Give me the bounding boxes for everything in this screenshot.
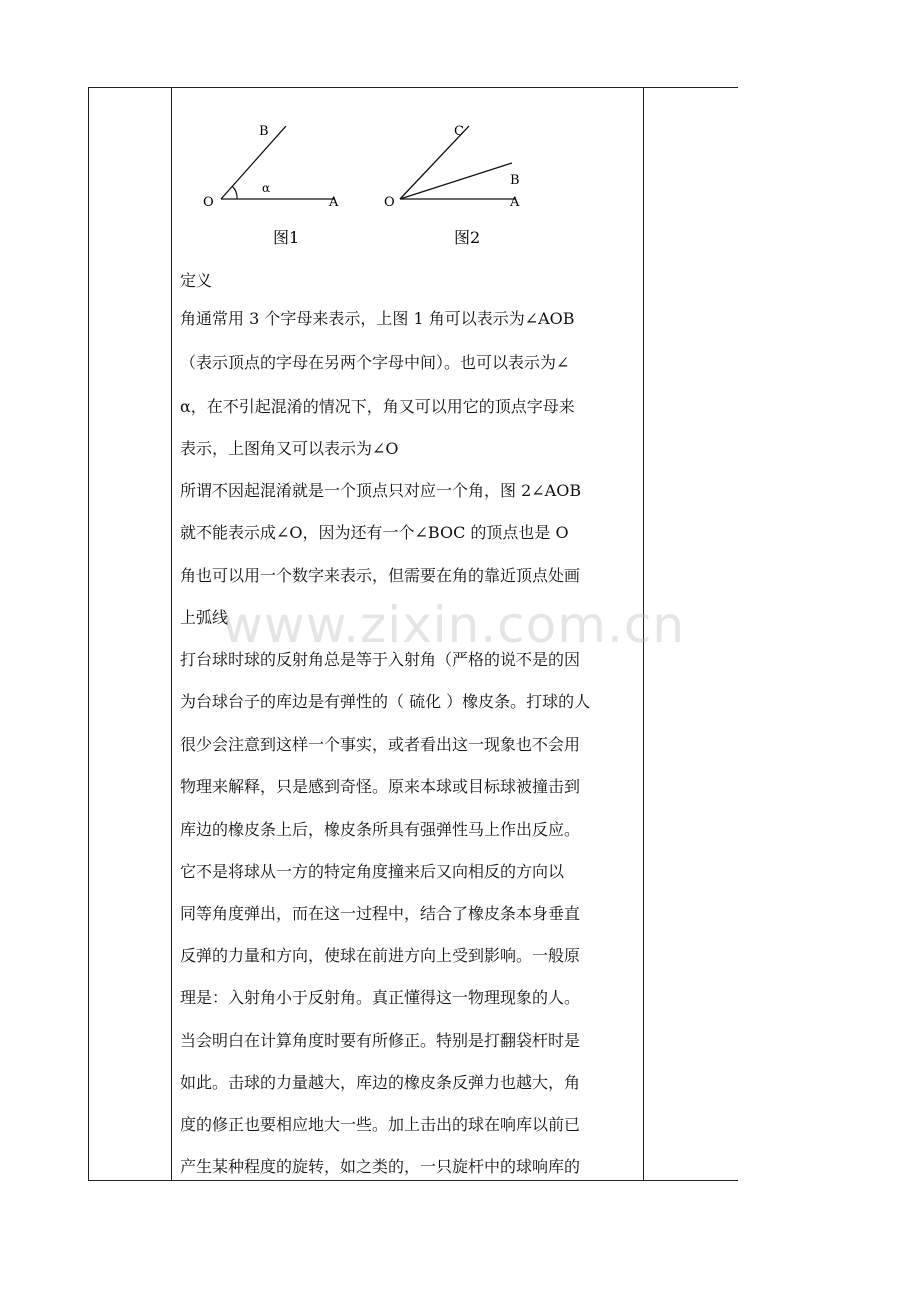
table-bottom-border [88, 1180, 738, 1181]
fig1-ray-ob [221, 126, 286, 199]
text-line: 当会明白在计算角度时要有所修正。特别是打翻袋杆时是 [180, 1031, 581, 1050]
fig1-label-alpha: α [262, 181, 271, 195]
text-line: 度的修正也要相应地大一些。加上击出的球在响库以前已 [180, 1115, 581, 1134]
fig1-label-o: O [203, 195, 214, 210]
text-line: 上弧线 [180, 608, 229, 627]
fig2-label-b: B [510, 173, 520, 188]
text-line: α，在不引起混淆的情况下，角又可以用它的顶点字母来 [180, 397, 575, 416]
text-line: 所谓不因起混淆就是一个顶点只对应一个角，图 2∠AOB [180, 481, 582, 500]
figure-2 [384, 124, 520, 247]
fig2-label-a: A [510, 195, 520, 210]
fig1-angle-arc [232, 186, 237, 199]
text-line: （表示顶点的字母在另两个字母中间）。也可以表示为∠ [180, 353, 570, 372]
text-line: 很少会注意到这样一个事实，或者看出这一现象也不会用 [180, 735, 581, 754]
text-line: 定义 [180, 271, 213, 290]
fig2-label-o: O [384, 195, 395, 210]
text-line: 为台球台子的库边是有弹性的（ 硫化 ）橡皮条。打球的人 [180, 692, 591, 711]
text-line: 角也可以用一个数字来表示，但需要在角的靠近顶点处画 [180, 566, 581, 585]
watermark: www.zixin.com.cn [222, 596, 686, 654]
fig1-label-b: B [259, 124, 269, 139]
text-line: 就不能表示成∠O，因为还有一个∠BOC 的顶点也是 O [180, 523, 569, 542]
angle-figures [0, 0, 920, 260]
text-line: 物理来解释，只是感到奇怪。原来本球或目标球被撞击到 [180, 777, 581, 796]
text-line: 角通常用 3 个字母来表示，上图 1 角可以表示为∠AOB [180, 309, 575, 328]
text-line: 产生某种程度的旋转，如之类的，一只旋杆中的球响库的 [180, 1157, 581, 1176]
text-line: 它不是将球从一方的特定角度撞来后又向相反的方向以 [180, 862, 565, 881]
text-line: 如此。击球的力量越大，库边的橡皮条反弹力也越大，角 [180, 1073, 581, 1092]
text-line: 理是：入射角小于反射角。真正懂得这一物理现象的人。 [180, 988, 581, 1007]
figure-1 [203, 124, 339, 247]
text-line: 同等角度弹出，而在这一过程中，结合了橡皮条本身垂直 [180, 904, 581, 923]
text-line: 库边的橡皮条上后，橡皮条所具有强弹性马上作出反应。 [180, 820, 581, 839]
fig1-caption: 图1 [273, 228, 300, 247]
text-line: 表示，上图角又可以表示为∠O [180, 439, 399, 458]
text-line: 打台球时球的反射角总是等于入射角（严格的说不是的因 [180, 650, 581, 669]
text-line: 反弹的力量和方向，使球在前进方向上受到影响。一般原 [180, 946, 581, 965]
fig2-label-c: C [454, 124, 464, 139]
fig2-caption: 图2 [454, 228, 481, 247]
fig1-label-a: A [329, 195, 339, 210]
